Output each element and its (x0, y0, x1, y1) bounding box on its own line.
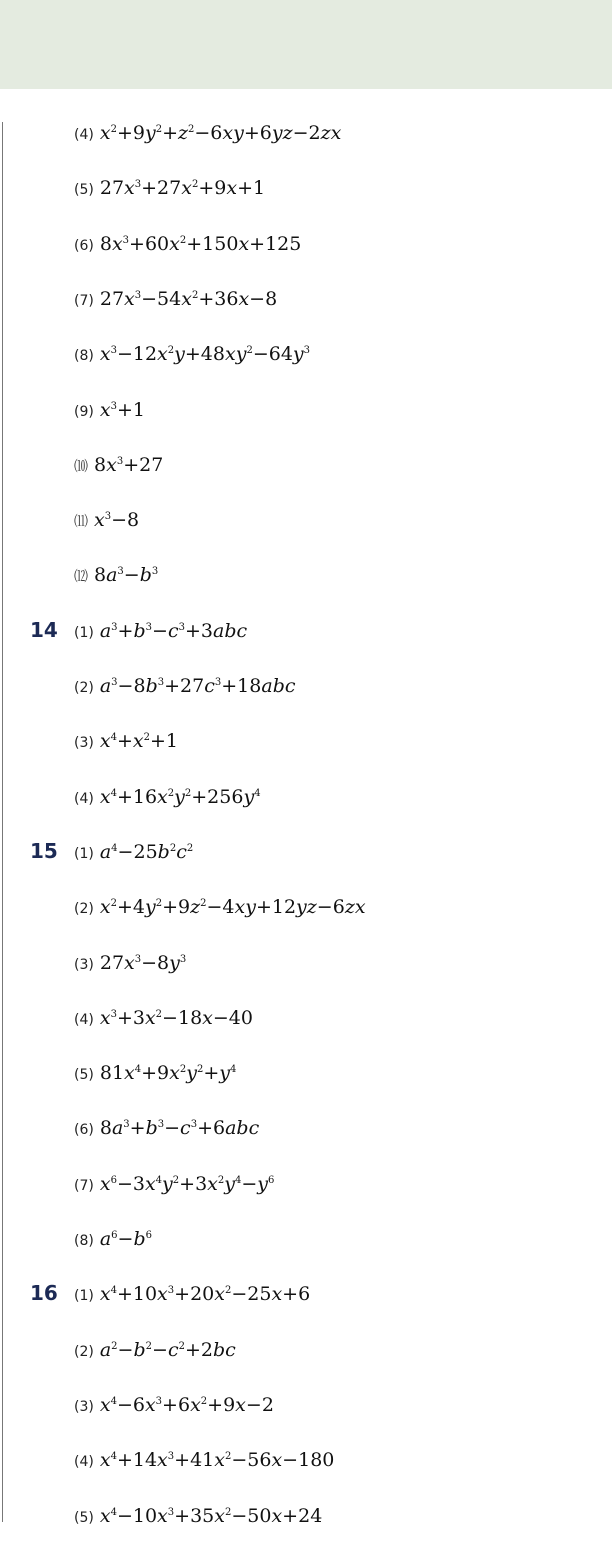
answer-item (74, 173, 265, 203)
item-expression: $8x^3+60x^2+150x+125$ (99, 232, 302, 255)
item-label: (1) (74, 624, 94, 641)
item-expression: $x^3-12x^2y+48xy^2-64y^3$ (99, 343, 311, 366)
answer-item (74, 1445, 334, 1475)
item-label: (4) (74, 790, 94, 807)
answer-item (74, 671, 296, 701)
item-label: (4) (74, 127, 94, 143)
item-expression: $x^6-3x^4y^2+3x^2y^4-y^6$ (99, 1172, 275, 1195)
item-label: (3) (74, 956, 94, 973)
answer-item (74, 948, 186, 978)
item-expression: $a^2-b^2-c^2+2bc$ (99, 1338, 236, 1361)
item-label: (1) (74, 1288, 94, 1305)
item-label: (9) (74, 403, 94, 420)
item-label: (5) (74, 1509, 94, 1526)
answer-item (74, 837, 193, 867)
problem-number: 14 (30, 617, 58, 642)
item-expression: $x^4-6x^3+6x^2+9x-2$ (99, 1393, 274, 1416)
item-label: (6) (74, 237, 94, 254)
answer-item (74, 229, 301, 259)
item-expression: $27x^3+27x^2+9x+1$ (99, 177, 266, 200)
item-expression: $81x^4+9x^2y^2+y^4$ (99, 1062, 237, 1085)
item-expression: $27x^3-54x^2+36x-8$ (99, 287, 278, 310)
item-expression: $a^4-25b^2c^2$ (99, 840, 194, 863)
header-band (0, 0, 612, 89)
item-expression: $27x^3-8y^3$ (99, 951, 187, 974)
item-label: (4) (74, 1011, 94, 1028)
item-expression: $8a^3-b^3$ (94, 564, 159, 587)
answer-item (74, 1390, 274, 1420)
answer-item (74, 339, 310, 369)
left-rule (2, 122, 3, 1522)
item-expression: $8x^3+27$ (94, 453, 164, 476)
answer-item (74, 118, 341, 148)
answer-item (74, 726, 178, 756)
item-expression: $x^3+1$ (99, 398, 145, 421)
item-expression: $8a^3+b^3-c^3+6abc$ (99, 1117, 260, 1140)
answer-item (74, 1335, 236, 1365)
item-label: (5) (74, 1067, 94, 1084)
item-label: (8) (74, 1233, 94, 1249)
item-label: (5) (74, 182, 94, 199)
answer-item (74, 892, 366, 922)
item-label: (3) (74, 735, 94, 752)
item-expression: $a^3+b^3-c^3+3abc$ (99, 619, 248, 642)
answer-item (74, 1169, 274, 1199)
item-expression: $x^3+3x^2-18x-40$ (99, 1006, 253, 1029)
answer-item (74, 1003, 253, 1033)
answer-item (74, 1224, 152, 1254)
item-label: ⑿ (74, 569, 88, 586)
item-expression: $a^6-b^6$ (99, 1228, 153, 1250)
item-expression: $x^4+x^2+1$ (99, 730, 178, 753)
answer-item (74, 450, 163, 480)
item-label: (6) (74, 1122, 94, 1139)
answer-item (74, 560, 158, 590)
answer-item (74, 284, 277, 314)
answer-item (74, 616, 247, 646)
item-expression: $x^2+4y^2+9z^2-4xy+12yz-6zx$ (99, 896, 366, 919)
item-label: ⑽ (74, 458, 88, 475)
item-label: (1) (74, 845, 94, 862)
problem-number: 15 (30, 838, 58, 863)
answer-item (74, 1279, 310, 1309)
item-label: (7) (74, 292, 94, 309)
item-expression: $x^3-8$ (94, 509, 140, 532)
item-label: (4) (74, 1454, 94, 1471)
item-label: ⑾ (74, 514, 88, 531)
item-expression: $x^4+10x^3+20x^2-25x+6$ (99, 1283, 311, 1306)
item-label: (7) (74, 1177, 94, 1194)
answer-item (74, 1501, 322, 1531)
answer-item (74, 1058, 236, 1088)
item-expression: $x^4+16x^2y^2+256y^4$ (99, 785, 261, 808)
answer-item (74, 782, 261, 812)
item-label: (2) (74, 901, 94, 918)
answer-item (74, 395, 145, 425)
item-expression: $x^4+14x^3+41x^2-56x-180$ (99, 1449, 335, 1472)
problem-number: 16 (30, 1281, 58, 1306)
answer-item (74, 1113, 259, 1143)
item-label: (2) (74, 1343, 94, 1360)
answer-item (74, 505, 139, 535)
item-expression: $x^4-10x^3+35x^2-50x+24$ (99, 1504, 323, 1527)
item-label: (3) (74, 1398, 94, 1415)
item-expression: $a^3-8b^3+27c^3+18abc$ (99, 675, 296, 697)
item-label: (2) (74, 680, 94, 696)
item-label: (8) (74, 348, 94, 365)
item-expression: $x^2+9y^2+z^2-6xy+6yz-2zx$ (99, 122, 342, 144)
